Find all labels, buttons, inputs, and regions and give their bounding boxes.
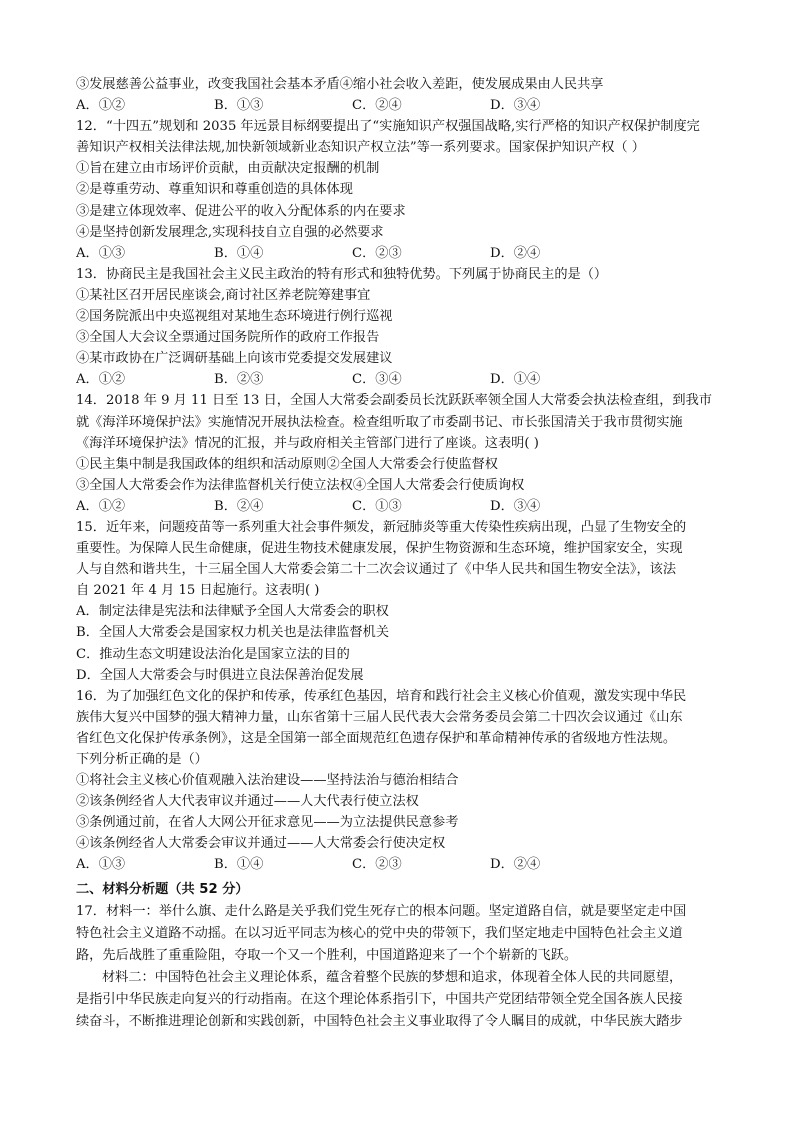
option-b[interactable]: B．①③ bbox=[214, 98, 264, 114]
q16-item-4: ④该条例经省人大常委会审议并通过——人大常委会行使决定权 bbox=[76, 836, 446, 852]
q13-item-1: ①某社区召开居民座谈会,商讨社区养老院筹建事宜 bbox=[76, 287, 371, 303]
option-b[interactable]: B．全国人大常委会是国家权力机关也是法律监督机关 bbox=[76, 625, 390, 641]
q11-options bbox=[76, 95, 726, 116]
q13-item-3: ③全国人大会议全票通过国务院所作的政府工作报告 bbox=[76, 330, 380, 346]
q14-item-line-1: ①民主集中制是我国政体的组织和活动原则②全国人大常委会行使监督权 bbox=[76, 456, 498, 472]
q12-item-1: ①旨在建立由市场评价贡献，由贡献决定报酬的机制 bbox=[76, 161, 380, 177]
option-c[interactable]: C．②③ bbox=[352, 245, 402, 261]
q14-item-line-2: ③全国人大常委会作为法律监督机关行使立法权④全国人大常委会行使质询权 bbox=[76, 477, 525, 493]
q17-material-1-line-3: 路，先后战胜了重重险阻，夺取一个又一个胜利，中国道路迎来了一个个崭新的飞跃。 bbox=[76, 947, 578, 963]
q12-stem-line-1: 12．“十四五”规划和 2035 年远景目标纲要提出了“实施知识产权强国战略,实行严格的知识产权保护制度完 bbox=[76, 119, 700, 135]
option-d[interactable]: D．全国人大常委会与时俱进立良法保善治促发展 bbox=[76, 667, 364, 683]
q16-stem-line-3: 省红色文化保护传承条例》，这是全国第一部全面规范红色遗存保护和革命精神传承的省级地方性法规。 bbox=[76, 730, 677, 746]
option-b[interactable]: B．②③ bbox=[214, 372, 264, 388]
option-d[interactable]: D．②④ bbox=[490, 857, 541, 873]
option-a[interactable]: A．制定法律是宪法和法律赋予全国人大常委会的职权 bbox=[76, 604, 389, 620]
option-a[interactable]: A．①② bbox=[76, 98, 126, 114]
q12-item-2: ②是尊重劳动、尊重知识和尊重创造的具体体现 bbox=[76, 182, 353, 198]
q12-item-3: ③是建立体现效率、促进公平的收入分配体系的内在要求 bbox=[76, 203, 406, 219]
q17-material-2-line-2: 是指引中华民族走向复兴的行动指南。在这个理论体系指引下，中国共产党团结带领全党全国各族人民接 bbox=[76, 991, 683, 1007]
q17-material-2-line-1: 材料二：中国特色社会主义理论体系，蕴含着整个民族的梦想和追求，体现着全体人民的共同愿望， bbox=[102, 969, 683, 985]
option-c[interactable]: C．③④ bbox=[352, 372, 402, 388]
option-c[interactable]: C．①③ bbox=[352, 498, 402, 514]
q11-choice-line: ③发展慈善公益事业，改变我国社会基本矛盾④缩小社会收入差距，使发展成果由人民共享 bbox=[76, 77, 604, 92]
option-d[interactable]: D．①④ bbox=[490, 372, 541, 388]
q13-stem: 13．协商民主是我国社会主义民主政治的特有形式和独特优势。下列属于协商民主的是（） bbox=[76, 266, 608, 282]
q12-item-4: ④是坚持创新发展理念,实现科技自立自强的必然要求 bbox=[76, 224, 384, 240]
option-d[interactable]: D．③④ bbox=[490, 498, 541, 514]
q13-item-2: ②国务院派出中央巡视组对某地生态环境进行例行巡视 bbox=[76, 309, 393, 325]
q14-stem-line-1: 14．2018 年 9 月 11 日至 13 日，全国人大常委会副委员长沈跃跃率领全国人大常委会执法检查组，到我市 bbox=[76, 393, 712, 409]
q17-material-1-line-1: 17．材料一：举什么旗、走什么路是关乎我们党生死存亡的根本问题。坚定道路自信，就是要坚定走中国 bbox=[76, 903, 687, 919]
q14-stem-line-2: 就《海洋环境保护法》实施情况开展执法检查。检查组听取了市委副书记、市长张国清关于我市贯彻实施 bbox=[76, 414, 683, 430]
option-d[interactable]: D．②④ bbox=[490, 245, 541, 261]
option-c[interactable]: C．②③ bbox=[352, 857, 402, 873]
option-a[interactable]: A．①③ bbox=[76, 245, 126, 261]
q15-stem-line-3: 人与自然和谐共生，十三届全国人大常委会第二十二次会议通过了《中华人民共和国生物安全法》，该法 bbox=[76, 562, 677, 578]
option-b[interactable]: B．②④ bbox=[214, 498, 264, 514]
option-b[interactable]: B．①④ bbox=[214, 857, 264, 873]
q15-stem-line-4: 自 2021 年 4 月 15 日起施行。这表明( ) bbox=[76, 583, 320, 599]
section-title: 二、材料分析题（共 52 分） bbox=[76, 881, 249, 897]
q16-item-3: ③条例通过前，在省人大网公开征求意见——为立法提供民意参考 bbox=[76, 815, 459, 831]
option-a[interactable]: A．①② bbox=[76, 372, 126, 388]
option-d[interactable]: D．③④ bbox=[490, 98, 541, 114]
exam-page bbox=[76, 74, 726, 1033]
q16-item-2: ②该条例经省人大代表审议并通过——人大代表行使立法权 bbox=[76, 794, 419, 810]
q16-stem-line-2: 族伟大复兴中国梦的强大精神力量，山东省第十三届人民代表大会常务委员会第二十四次会议通过《山东 bbox=[76, 709, 683, 725]
q13-item-4: ④某市政协在广泛调研基础上向该市党委提交发展建议 bbox=[76, 351, 393, 367]
q15-stem-line-2: 重要性。为保障人民生命健康，促进生物技术健康发展，保护生物资源和生态环境，维护国家安全，实现 bbox=[76, 541, 683, 557]
option-c[interactable]: C．推动生态文明建设法治化是国家立法的目的 bbox=[76, 646, 350, 662]
q13-options bbox=[76, 369, 726, 390]
q16-options bbox=[76, 854, 726, 875]
q14-stem-line-3: 《海洋环境保护法》情况的汇报，并与政府相关主管部门进行了座谈。这表明( ) bbox=[76, 435, 539, 451]
q12-options bbox=[76, 243, 726, 264]
option-c[interactable]: C．②④ bbox=[352, 98, 402, 114]
option-b[interactable]: B．①④ bbox=[214, 245, 264, 261]
q14-options bbox=[76, 496, 726, 517]
q17-material-1-line-2: 特色社会主义道路不动摇。在以习近平同志为核心的党中央的带领下，我们坚定地走中国特色社会主义道 bbox=[76, 925, 683, 941]
q15-stem-line-1: 15．近年来，问题疫苗等一系列重大社会事件频发，新冠肺炎等重大传染性疾病出现，凸显了生物安全的 bbox=[76, 519, 687, 535]
q16-stem-line-4: 下列分析正确的是（） bbox=[76, 752, 208, 767]
q12-stem-line-2: 善知识产权相关法律法规,加快新领域新业态知识产权立法”等一系列要求。国家保护知识产权（ ） bbox=[76, 140, 645, 156]
option-a[interactable]: A．①② bbox=[76, 498, 126, 514]
option-a[interactable]: A．①③ bbox=[76, 857, 126, 873]
q16-stem-line-1: 16．为了加强红色文化的保护和传承，传承红色基因，培育和践行社会主义核心价值观，激发实现中华民 bbox=[76, 688, 687, 704]
q17-material-2-line-3: 续奋斗，不断推进理论创新和实践创新，中国特色社会主义事业取得了令人瞩目的成就，中华民族大踏步 bbox=[76, 1013, 683, 1029]
q16-item-1: ①将社会主义核心价值观融入法治建设——坚持法治与德治相结合 bbox=[76, 773, 459, 789]
